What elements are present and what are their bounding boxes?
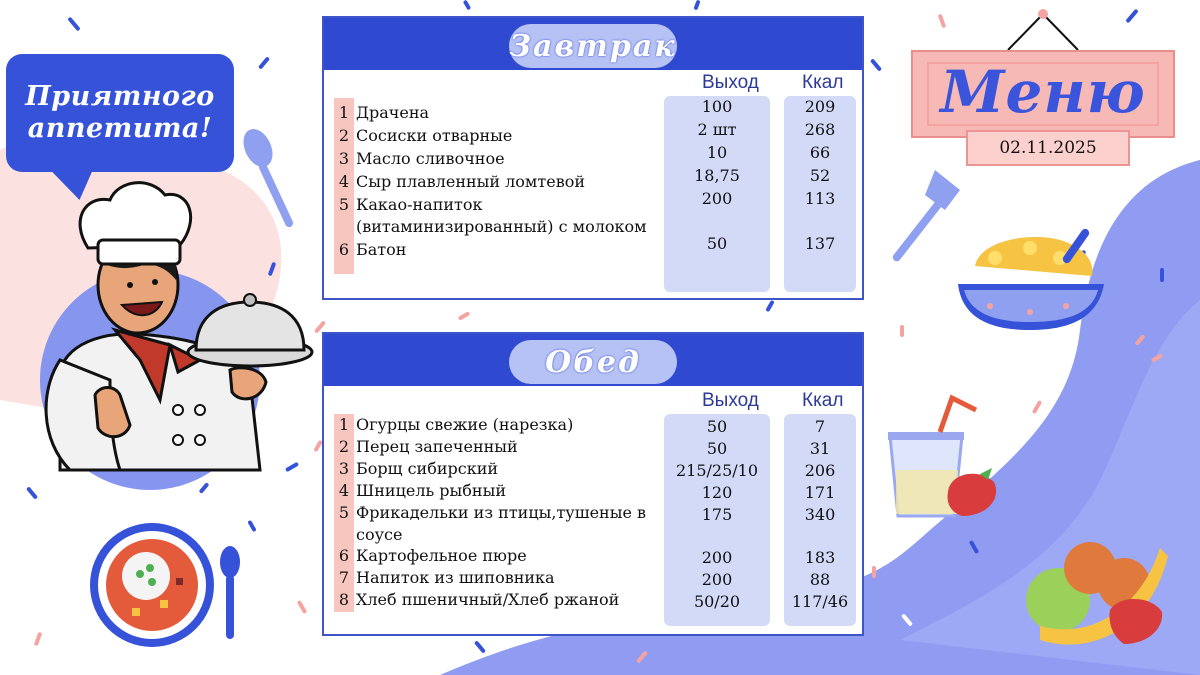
greeting-line-1: Приятного [25, 80, 215, 112]
dish-kcal: 52 [809, 166, 831, 185]
row-number: 5 [338, 195, 350, 214]
dish-name: Перец запеченный [356, 437, 518, 456]
spoon-icon-bottom [220, 546, 240, 639]
lunch-col-out: Выход [702, 390, 759, 411]
sign-hanger [908, 6, 1178, 56]
dish-name: Огурцы свежие (нарезка) [356, 415, 574, 434]
dish-kcal: 66 [809, 143, 831, 162]
dish-output: 200 [701, 548, 733, 567]
row-number: 6 [338, 240, 350, 259]
dish-output: 2 шт [697, 120, 737, 139]
breakfast-col-out: Выход [702, 72, 759, 93]
row-number: 4 [338, 481, 350, 500]
dish-output: 10 [706, 143, 728, 162]
dish-kcal: 31 [809, 439, 831, 458]
breakfast-panel [322, 16, 864, 300]
menu-date: 02.11.2025 [999, 138, 1097, 158]
row-number: 3 [338, 459, 350, 478]
dish-kcal: 88 [809, 570, 831, 589]
row-number: 4 [338, 172, 350, 191]
dish-name: Картофельное пюре [356, 546, 527, 565]
greeting-bubble [6, 54, 234, 172]
dish-name: Фрикадельки из птицы,тушеные в [356, 503, 647, 522]
dish-output: 100 [701, 97, 733, 116]
dish-kcal: 268 [804, 120, 836, 139]
dish-kcal: 183 [804, 548, 836, 567]
dish-kcal: 117/46 [791, 592, 849, 611]
row-number: 2 [338, 437, 350, 456]
dish-name: Батон [356, 240, 407, 259]
sign-board [911, 50, 1175, 138]
greeting-line-2: аппетита! [27, 113, 213, 144]
dish-output: 18,75 [694, 166, 740, 185]
dish-name: Масло сливочное [356, 149, 505, 168]
dish-kcal: 340 [804, 505, 836, 524]
row-number: 2 [338, 126, 350, 145]
soup-plate-icon [90, 523, 214, 647]
menu-date-box [966, 130, 1130, 166]
row-number: 1 [338, 103, 350, 122]
menu-sign [908, 6, 1178, 176]
dish-output: 50/20 [693, 592, 741, 611]
dish-output: 200 [701, 189, 733, 208]
row-number: 6 [338, 546, 350, 565]
dish-output: 200 [701, 570, 733, 589]
row-number: 7 [338, 568, 350, 587]
dish-kcal: 209 [804, 97, 836, 116]
dish-name: Сосиски отварные [356, 126, 513, 145]
dish-output: 175 [701, 505, 733, 524]
breakfast-title: Завтрак [509, 28, 677, 64]
row-number: 8 [338, 590, 350, 609]
dish-name: Хлеб пшеничный/Хлеб ржаной [356, 590, 620, 609]
dish-kcal: 171 [804, 483, 836, 502]
dish-kcal: 7 [814, 417, 826, 436]
dish-kcal: 206 [804, 461, 836, 480]
breakfast-header [324, 18, 862, 70]
dish-kcal: 137 [804, 234, 836, 253]
dish-name-continued: соусе [356, 525, 403, 544]
dish-name: Шницель рыбный [356, 481, 506, 500]
dish-output: 50 [706, 439, 728, 458]
dish-output: 50 [706, 417, 728, 436]
breakfast-col-kcal: Ккал [802, 72, 844, 93]
row-number: 1 [338, 415, 350, 434]
dish-output: 50 [706, 234, 728, 253]
dish-name: Сыр плавленный ломтевой [356, 172, 585, 191]
dish-name-continued: (витаминизированный) с молоком [356, 217, 647, 236]
bowl-icon [958, 227, 1104, 330]
dish-name: Драчена [356, 103, 430, 122]
lunch-title: Обед [545, 344, 641, 380]
lunch-header [324, 334, 862, 386]
lunch-col-kcal: Ккал [802, 390, 844, 411]
dish-output: 215/25/10 [675, 461, 759, 480]
dish-name: Борщ сибирский [356, 459, 499, 478]
lunch-title-pill [509, 340, 677, 384]
dish-output: 120 [701, 483, 733, 502]
fork-icon [891, 170, 960, 263]
dish-name: Какао-напиток [356, 195, 483, 214]
row-number: 5 [338, 503, 350, 522]
menu-title: Меню [940, 58, 1146, 126]
dish-name: Напиток из шиповника [356, 568, 555, 587]
lunch-panel [322, 332, 864, 636]
breakfast-title-pill [509, 24, 677, 68]
dish-kcal: 113 [804, 189, 836, 208]
row-number: 3 [338, 149, 350, 168]
